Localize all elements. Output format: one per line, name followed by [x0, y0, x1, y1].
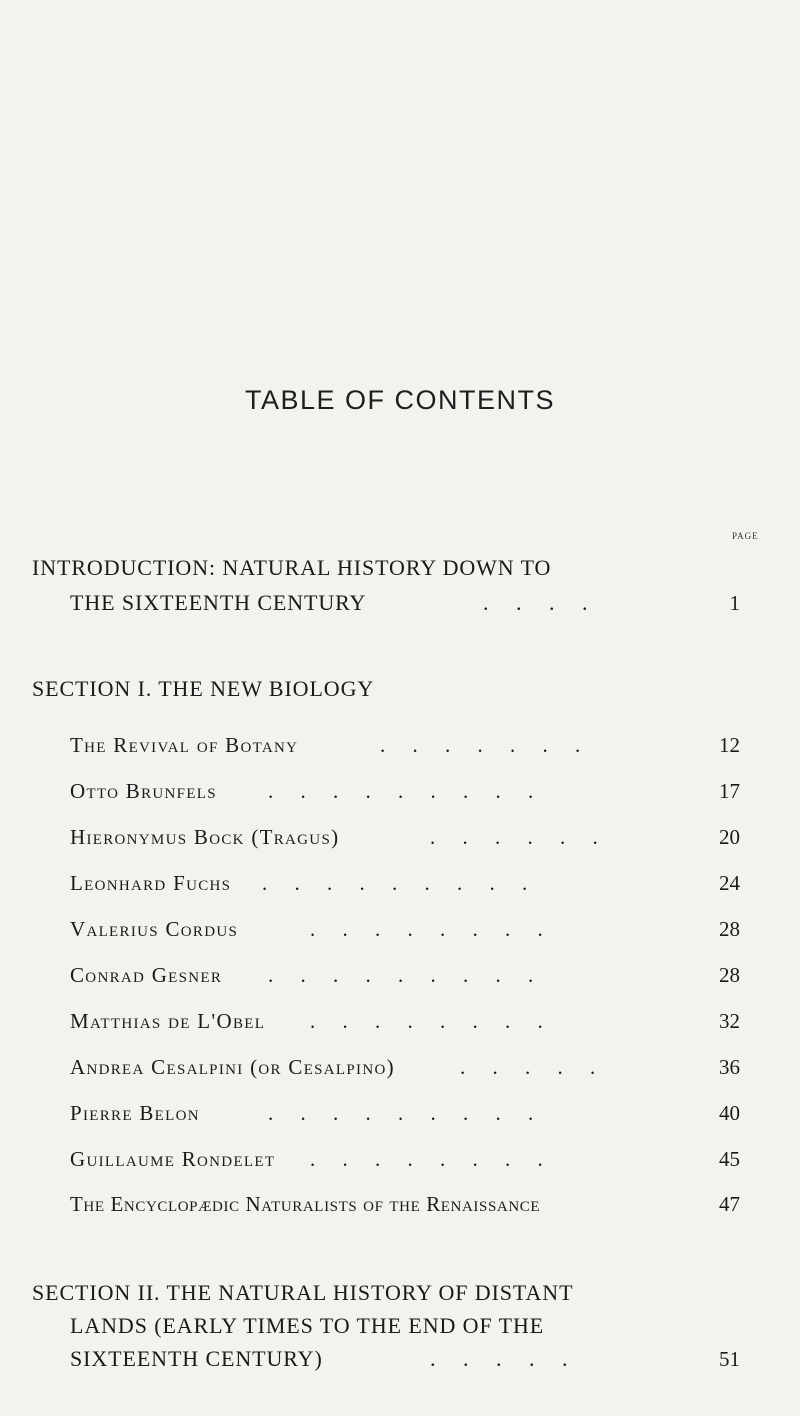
introduction-page-number: 1 [729, 591, 740, 615]
toc-entry-dots: . . . . . . . . . [268, 779, 545, 803]
page-column-label: PAGE [732, 531, 759, 541]
section1-heading: SECTION I. THE NEW BIOLOGY [32, 676, 375, 701]
toc-entry-page: 12 [719, 733, 740, 757]
toc-entry-page: 47 [719, 1192, 740, 1216]
introduction-leader-dots: . . . . [483, 590, 599, 615]
section2-page-number: 51 [719, 1347, 740, 1371]
toc-entry-text: Valerius Cordus [70, 917, 239, 941]
section2-heading-line1: SECTION II. THE NATURAL HISTORY OF DISTANT [32, 1280, 574, 1305]
page-title: TABLE OF CONTENTS [244, 385, 556, 415]
toc-entry-valerius-cordus[interactable] [70, 917, 238, 942]
toc-entry-page: 40 [719, 1101, 740, 1125]
toc-entry-text: Leonhard Fuchs [70, 871, 232, 895]
toc-entry-text: Hieronymus Bock (Tragus) [70, 825, 340, 849]
toc-entry-page: 17 [719, 779, 740, 803]
toc-entry-text: Matthias de L'Obel [70, 1009, 266, 1033]
toc-entry-revival-of-botany[interactable] [70, 733, 298, 758]
toc-entry-page: 28 [719, 917, 740, 941]
toc-entry-page: 45 [719, 1147, 740, 1171]
toc-entry-conrad-gesner[interactable] [70, 963, 222, 988]
toc-entry-dots: . . . . . . . . . [262, 871, 539, 895]
introduction-title-line2: THE SIXTEENTH CENTURY [70, 590, 367, 615]
toc-entry-dots: . . . . . [460, 1055, 607, 1079]
section2-leader-dots: . . . . . [430, 1346, 579, 1371]
toc-entry-dots: . . . . . . . . [310, 1009, 554, 1033]
toc-entry-text: The Revival of Botany [70, 733, 299, 757]
toc-entry-text: The Encyclopædic Naturalists of the Renaissance [70, 1192, 541, 1216]
toc-entry-dots: . . . . . . [430, 825, 609, 849]
introduction-title-line1: INTRODUCTION: NATURAL HISTORY DOWN TO [32, 555, 552, 580]
toc-entry-andrea-cesalpini[interactable] [70, 1055, 395, 1080]
toc-entry-text: Guillaume Rondelet [70, 1147, 276, 1171]
toc-entry-matthias-de-lobel[interactable] [70, 1009, 265, 1034]
toc-entry-pierre-belon[interactable] [70, 1101, 200, 1126]
toc-entry-page: 28 [719, 963, 740, 987]
toc-entry-hieronymus-bock[interactable] [70, 825, 339, 850]
toc-entry-text: Andrea Cesalpini (or Cesalpino) [70, 1055, 395, 1079]
toc-entry-text: Conrad Gesner [70, 963, 223, 987]
toc-entry-page: 20 [719, 825, 740, 849]
toc-entry-page: 36 [719, 1055, 740, 1079]
toc-entry-dots: . . . . . . . . [310, 1147, 554, 1171]
section2-heading-line2: LANDS (EARLY TIMES TO THE END OF THE [70, 1313, 545, 1338]
section2-heading-line3: SIXTEENTH CENTURY) [70, 1346, 323, 1371]
toc-entry-text: Pierre Belon [70, 1101, 200, 1125]
toc-entry-page: 32 [719, 1009, 740, 1033]
toc-entry-dots: . . . . . . . . [310, 917, 554, 941]
toc-entry-page: 24 [719, 871, 740, 895]
toc-entry-dots: . . . . . . . . . [268, 963, 545, 987]
toc-entry-dots: . . . . . . . [380, 733, 592, 757]
toc-entry-leonhard-fuchs[interactable] [70, 871, 231, 896]
toc-entry-guillaume-rondelet[interactable] [70, 1147, 275, 1172]
toc-entry-otto-brunfels[interactable] [70, 779, 217, 804]
toc-entry-encyclopaedic-naturalists[interactable] [70, 1192, 540, 1217]
toc-entry-text: Otto Brunfels [70, 779, 217, 803]
toc-entry-dots: . . . . . . . . . [268, 1101, 545, 1125]
